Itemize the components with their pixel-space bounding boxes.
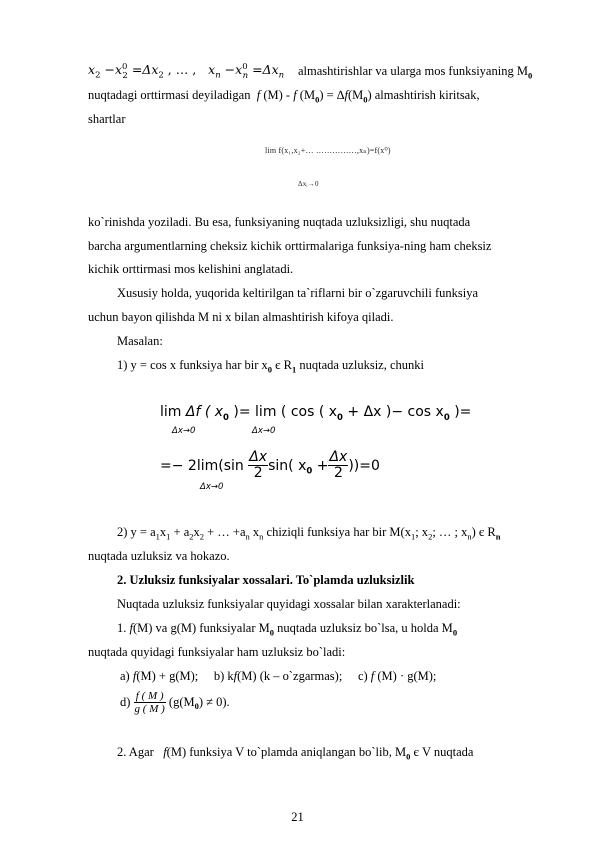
- equation2-lim-sub: Δx→0: [200, 482, 224, 492]
- example1-text: 1) y = cos x funksiya har bir $x_0$ є $R_1$ nuqtada uzluksiz, chunki: [117, 358, 424, 375]
- formula-xn-a: x: [208, 62, 216, 77]
- equation-line1: lim Δf ( $x_0$ )= lim ( cos ( $x_0 + \Delta x$ )− $\cos x_0$ )=: [160, 404, 472, 423]
- condition-formula-sub: Δxᵢ→0: [298, 180, 319, 188]
- ellipsis-sep: , … ,: [167, 62, 197, 77]
- fraction-dx-over-2-b: $\frac{\Delta x}{2}$: [329, 449, 348, 482]
- para2-line1: ko`rinishda yoziladi. Bu esa, funksiyaning nuqtada uzluksizligi, shu nuqtada: [88, 215, 471, 229]
- para4: Nuqtada uzluksiz funksiyalar quyidagi xossalar bilan xarakterlanadi:: [117, 597, 461, 611]
- formula-x2-b: −x: [104, 62, 122, 77]
- para3-line2: uchun bayon qilishda M ni x bilan almashtirish kifoya qiladi.: [88, 310, 394, 324]
- example2-line2: nuqtada uzluksiz va hokazo.: [88, 549, 230, 563]
- para2-line2: barcha argumentlarning cheksiz kichik orttirmalariga funksiya-ning ham cheksiz: [88, 239, 492, 253]
- property-items-abc: a) f(M) + g(M); b) kf(M) (k – o`zgarmas); c) f (M) · g(M);: [120, 669, 437, 683]
- equation-line2: =− 2lim(sin $\frac{\Delta x}{2}$ sin( $x_0$ + $\frac{\Delta x}{2}$ ))=0: [160, 449, 380, 482]
- fraction-dx-over-2: $\frac{\Delta x}{2}$: [249, 449, 268, 482]
- condition-formula: lim f(x₁,x₂+… ……………,xₙ)=f(x⁰): [265, 146, 391, 155]
- property2-line: 2. Agar f(M) funksiya V to`plamda aniqlangan bo`lib, $M_0$ є V nuqtada: [117, 745, 474, 762]
- fraction-f-over-g: $\frac{f ( M )}{g ( M )}$: [134, 690, 165, 716]
- formula-xn-b: −x: [224, 62, 243, 77]
- equation1-lim-sub-b: Δx→0: [252, 426, 276, 436]
- property1-line2: nuqtada quyidagi funksiyalar ham uzluksiz bo`ladi:: [88, 645, 346, 659]
- para1-line2: shartlar: [88, 112, 126, 126]
- para2-line3: kichik orttirmasi mos kelishini anglatadi.: [88, 262, 294, 276]
- top-formula-line: $x_2 -x^0_2 =\Delta x_2$ , … , $x_n -x^0_n =\Delta x_n$: [88, 61, 285, 81]
- top-line-text: almashtirishlar va ularga mos funksiyaning $M_0$: [298, 64, 533, 81]
- example-heading: Masalan:: [117, 334, 163, 348]
- page-number: 21: [291, 810, 304, 824]
- section-heading: 2. Uzluksiz funksiyalar xossalari. To`plamda uzluksizlik: [117, 573, 415, 587]
- para3-line1: Xususiy holda, yuqorida keltirilgan ta`riflarni bir o`zgaruvchili funksiya: [117, 286, 479, 300]
- equation1-lim-sub-a: Δx→0: [172, 426, 196, 436]
- formula-xn-c: =Δx: [252, 62, 279, 77]
- para1-line1: nuqtadagi orttirmasi deyiladigan f (M) - f $(M_0) = \Delta f(M_0)$ almashtirish kiritsak,: [88, 88, 480, 105]
- property1-line1: 1. f(M) va g(M) funksiyalar $M_0$ nuqtada uzluksiz bo`lsa, u holda $M_0$: [117, 621, 458, 638]
- example2-line1: 2) $y = a_1x_1 + a_2x_2$ + … $+a_n$ $x_n$ chiziqli funksiya har bir $M(x_1$; $x_2$; … ; $x_n$) є $R_n$: [117, 525, 501, 542]
- property-item-d: d) $\frac{f ( M )}{g ( M )}$ $(g(M_0) \ne 0)$.: [120, 690, 230, 716]
- formula-x2-a: x: [88, 62, 96, 77]
- formula-x2-c: =Δx: [131, 62, 159, 77]
